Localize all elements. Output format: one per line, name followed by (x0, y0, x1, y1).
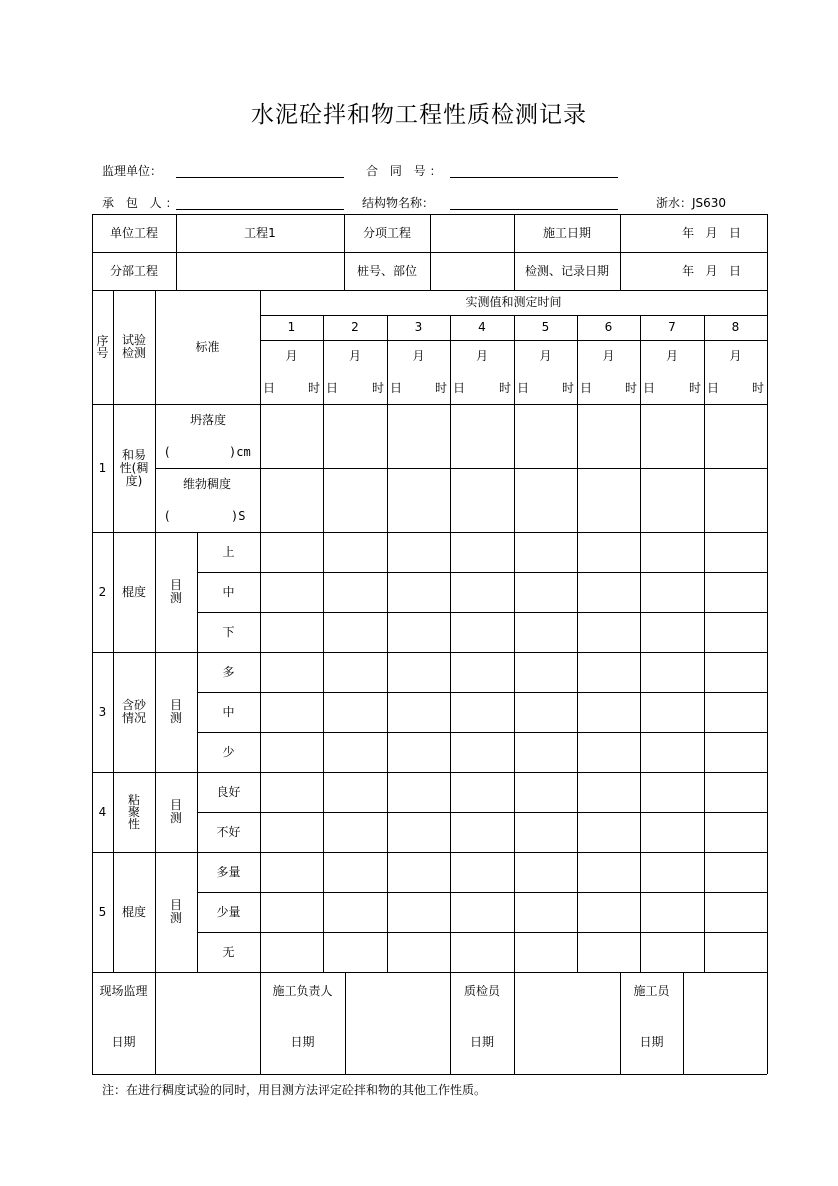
quality-inspector-date-label: 日期 (469, 1034, 494, 1049)
col-number-8: 8 (731, 320, 740, 334)
measurement-cell[interactable] (451, 813, 513, 851)
site-supervisor-date-label: 日期 (111, 1034, 136, 1049)
measurement-cell[interactable] (641, 813, 703, 851)
measurement-cell[interactable] (705, 533, 766, 571)
measurement-cell[interactable] (578, 533, 639, 571)
contractor-label: 承 包 人： (102, 196, 182, 210)
constructor-date-label: 日期 (639, 1034, 664, 1049)
measurement-cell[interactable] (388, 573, 449, 611)
measurement-cell[interactable] (705, 405, 766, 467)
page-title: 水泥砼拌和物工程性质检测记录 (251, 102, 587, 128)
measurement-cell[interactable] (705, 933, 766, 971)
row5-level-much: 多量 (216, 864, 241, 879)
measurement-cell[interactable] (515, 533, 576, 571)
contract-field[interactable] (450, 176, 618, 178)
pile-location-label: 桩号、部位 (356, 263, 417, 278)
row2-level-bottom: 下 (222, 624, 235, 639)
col-month-8: 月 (729, 348, 742, 363)
col-month-5: 月 (539, 348, 552, 363)
row4-number: 4 (98, 804, 107, 819)
measurement-cell[interactable] (578, 693, 639, 731)
slump-paren-left: ( (165, 445, 170, 459)
row3-level-many: 多 (222, 664, 235, 679)
measurement-cell[interactable] (261, 405, 322, 467)
col-number-7: 7 (668, 320, 676, 334)
measurement-cell[interactable] (324, 469, 386, 531)
measurement-cell[interactable] (578, 653, 639, 691)
construction-lead-sign-field[interactable] (345, 972, 450, 1074)
form-code: 浙水：JS630 (656, 196, 727, 210)
col-number-2: 2 (351, 320, 359, 334)
measurement-cell[interactable] (705, 653, 766, 691)
measurement-cell[interactable] (451, 653, 513, 691)
measurement-cell[interactable] (578, 613, 639, 651)
col-month-4: 月 (475, 348, 488, 363)
measurement-cell[interactable] (451, 613, 513, 651)
col-hour-3: 时 (434, 380, 447, 395)
measurement-cell[interactable] (388, 653, 449, 691)
row2-method: 目测 (169, 578, 182, 605)
col-number-3: 3 (414, 320, 423, 334)
measurement-cell[interactable] (578, 469, 639, 531)
measurement-cell[interactable] (578, 733, 639, 771)
row4-item: 粘聚性 (127, 793, 140, 831)
measurement-cell[interactable] (388, 813, 449, 851)
measurement-cell[interactable] (578, 933, 639, 971)
col-standard-header: 标准 (195, 339, 220, 354)
measurement-cell[interactable] (261, 469, 322, 531)
measurement-cell[interactable] (261, 733, 322, 771)
col-hour-2: 时 (371, 380, 384, 395)
col-day-3: 日 (389, 380, 402, 395)
col-day-4: 日 (452, 380, 465, 395)
measurement-cell[interactable] (324, 933, 386, 971)
row4-method: 目测 (169, 798, 182, 825)
measurement-cell[interactable] (705, 733, 766, 771)
row3-method: 目测 (169, 698, 182, 725)
measurement-cell[interactable] (578, 893, 639, 931)
measurement-cell[interactable] (451, 853, 513, 891)
col-number-6: 6 (604, 320, 613, 334)
measurement-cell[interactable] (388, 773, 449, 811)
measured-header: 实测值和测定时间 (465, 295, 562, 309)
row1-number: 1 (98, 460, 107, 475)
slump-label: 坍落度 (190, 413, 227, 427)
row2-number: 2 (98, 584, 107, 599)
row5-item: 棍度 (121, 904, 146, 919)
measurement-cell[interactable] (451, 893, 513, 931)
measurement-cell[interactable] (641, 405, 703, 467)
col-hour-5: 时 (561, 380, 574, 395)
construction-date-label: 施工日期 (542, 225, 591, 240)
measurement-cell[interactable] (641, 853, 703, 891)
measurement-cell[interactable] (261, 773, 322, 811)
measurement-cell[interactable] (515, 813, 576, 851)
row4-level-good: 良好 (216, 784, 241, 799)
measurement-cell[interactable] (324, 573, 386, 611)
measurement-cell[interactable] (388, 733, 449, 771)
col-hour-4: 时 (498, 380, 511, 395)
unit-project-value[interactable]: 工程1 (244, 225, 276, 240)
measurement-cell[interactable] (515, 573, 576, 611)
row1-item: 和易性(稠度) (119, 447, 149, 488)
measurement-cell[interactable] (261, 533, 322, 571)
col-day-5: 日 (516, 380, 529, 395)
col-month-2: 月 (348, 348, 361, 363)
unit-project-label: 单位工程 (109, 225, 158, 240)
row5-level-little: 少量 (216, 904, 241, 919)
vebe-unit: )S (231, 509, 246, 523)
row3-item: 含砂情况 (121, 698, 146, 725)
measurement-cell[interactable] (451, 469, 513, 531)
measurement-cell[interactable] (261, 653, 322, 691)
measurement-cell[interactable] (515, 405, 576, 467)
col-hour-8: 时 (751, 380, 764, 395)
sub-part-value[interactable] (176, 252, 344, 290)
measurement-cell[interactable] (388, 893, 449, 931)
measurement-cell[interactable] (324, 405, 386, 467)
measurement-cell[interactable] (324, 853, 386, 891)
construction-date-value[interactable]: 年 月 日 (682, 225, 741, 240)
measurement-cell[interactable] (388, 693, 449, 731)
measurement-cell[interactable] (261, 853, 322, 891)
measurement-cell[interactable] (261, 933, 322, 971)
contract-label: 合 同 号： (366, 164, 446, 178)
measurement-cell[interactable] (451, 405, 513, 467)
measurement-cell[interactable] (641, 933, 703, 971)
measurement-cell[interactable] (388, 405, 449, 467)
measurement-cell[interactable] (578, 773, 639, 811)
measurement-cell[interactable] (451, 733, 513, 771)
construction-lead-label: 施工负责人 (272, 983, 333, 998)
row5-number: 5 (98, 904, 107, 919)
col-day-8: 日 (706, 380, 719, 395)
measurement-cell[interactable] (261, 893, 322, 931)
slump-unit: )cm (229, 445, 251, 459)
measurement-cell[interactable] (515, 893, 576, 931)
quality-inspector-label: 质检员 (463, 983, 500, 998)
contractor-field[interactable] (176, 208, 344, 210)
row2-level-top: 上 (222, 544, 235, 559)
measurement-cell[interactable] (705, 469, 766, 531)
sub-item-value[interactable] (430, 214, 514, 252)
supervisor-field[interactable] (176, 176, 344, 178)
measurement-cell[interactable] (515, 733, 576, 771)
row3-level-few: 少 (222, 744, 235, 759)
measurement-cell[interactable] (515, 613, 576, 651)
constructor-label: 施工员 (633, 983, 670, 998)
row2-level-middle: 中 (222, 584, 235, 599)
measurement-cell[interactable] (261, 813, 322, 851)
measurement-cell[interactable] (641, 573, 703, 611)
site-supervisor-label: 现场监理 (99, 983, 148, 998)
vebe-paren-left: ( (165, 509, 170, 523)
measurement-cell[interactable] (324, 733, 386, 771)
sub-item-label: 分项工程 (362, 225, 411, 240)
measurement-cell[interactable] (641, 693, 703, 731)
vebe-label: 维勃稠度 (183, 477, 232, 491)
measurement-cell[interactable] (705, 813, 766, 851)
col-month-6: 月 (602, 348, 615, 363)
structure-label: 结构物名称： (362, 196, 435, 210)
col-number-5: 5 (541, 320, 550, 334)
measurement-cell[interactable] (515, 773, 576, 811)
row5-level-none: 无 (222, 944, 235, 959)
measurement-cell[interactable] (641, 469, 703, 531)
measurement-cell[interactable] (261, 613, 322, 651)
test-date-label: 检测、记录日期 (524, 263, 609, 278)
col-month-7: 月 (665, 348, 678, 363)
test-date-value[interactable]: 年 月 日 (682, 263, 741, 278)
measurement-cell[interactable] (515, 933, 576, 971)
measurement-cell[interactable] (705, 773, 766, 811)
col-day-2: 日 (325, 380, 338, 395)
structure-field[interactable] (450, 208, 618, 210)
construction-lead-date-label: 日期 (290, 1034, 315, 1049)
col-hour-7: 时 (688, 380, 701, 395)
measurement-cell[interactable] (578, 813, 639, 851)
measurement-cell[interactable] (451, 773, 513, 811)
measurement-cell[interactable] (261, 693, 322, 731)
measurement-cell[interactable] (578, 573, 639, 611)
measurement-cell[interactable] (388, 853, 449, 891)
measurement-cell[interactable] (705, 573, 766, 611)
measurement-cell[interactable] (388, 533, 449, 571)
measurement-cell[interactable] (324, 533, 386, 571)
col-number-1: 1 (287, 320, 296, 334)
measurement-cell[interactable] (705, 893, 766, 931)
col-hour-1: 时 (307, 380, 320, 395)
sub-part-label: 分部工程 (109, 263, 158, 278)
row5-method: 目测 (169, 898, 182, 925)
measurement-cell[interactable] (324, 693, 386, 731)
measurement-cell[interactable] (705, 853, 766, 891)
measurement-cell[interactable] (451, 933, 513, 971)
measurement-cell[interactable] (324, 773, 386, 811)
measurement-cell[interactable] (641, 773, 703, 811)
row3-level-medium: 中 (222, 704, 235, 719)
measurement-cell[interactable] (261, 573, 322, 611)
measurement-cell[interactable] (641, 533, 703, 571)
measurement-cell[interactable] (451, 573, 513, 611)
measurement-cell[interactable] (388, 469, 449, 531)
quality-inspector-sign-field[interactable] (514, 972, 620, 1074)
measurement-cell[interactable] (515, 653, 576, 691)
measurement-cell[interactable] (324, 653, 386, 691)
col-month-3: 月 (412, 348, 425, 363)
measurement-cell[interactable] (515, 469, 576, 531)
measurement-cell[interactable] (641, 653, 703, 691)
col-test-item-header: 试验检测 (121, 333, 146, 360)
col-day-6: 日 (579, 380, 592, 395)
measurement-cell[interactable] (578, 405, 639, 467)
col-day-7: 日 (642, 380, 655, 395)
measurement-cell[interactable] (324, 893, 386, 931)
col-seq-header: 序号 (96, 334, 109, 360)
row4-level-bad: 不好 (216, 824, 241, 839)
measurement-cell[interactable] (451, 533, 513, 571)
pile-location-value[interactable] (430, 252, 514, 290)
measurement-cell[interactable] (515, 693, 576, 731)
col-hour-6: 时 (624, 380, 637, 395)
measurement-cell[interactable] (324, 813, 386, 851)
measurement-cell[interactable] (324, 613, 386, 651)
col-number-4: 4 (478, 320, 486, 334)
supervisor-label: 监理单位： (102, 164, 163, 178)
site-supervisor-sign-field[interactable] (155, 972, 260, 1074)
measurement-cell[interactable] (641, 893, 703, 931)
measurement-cell[interactable] (515, 853, 576, 891)
row2-item: 棍度 (121, 584, 146, 599)
measurement-cell[interactable] (641, 613, 703, 651)
col-month-1: 月 (285, 348, 298, 363)
footnote: 注：在进行稠度试验的同时，用目测方法评定砼拌和物的其他工作性质。 (102, 1083, 487, 1097)
measurement-cell[interactable] (705, 613, 766, 651)
measurement-cell[interactable] (388, 933, 449, 971)
measurement-cell[interactable] (388, 613, 449, 651)
col-day-1: 日 (262, 380, 275, 395)
row3-number: 3 (98, 704, 107, 719)
constructor-sign-field[interactable] (683, 972, 767, 1074)
measurement-cell[interactable] (578, 853, 639, 891)
measurement-cell[interactable] (705, 693, 766, 731)
measurement-cell[interactable] (451, 693, 513, 731)
measurement-cell[interactable] (641, 733, 703, 771)
